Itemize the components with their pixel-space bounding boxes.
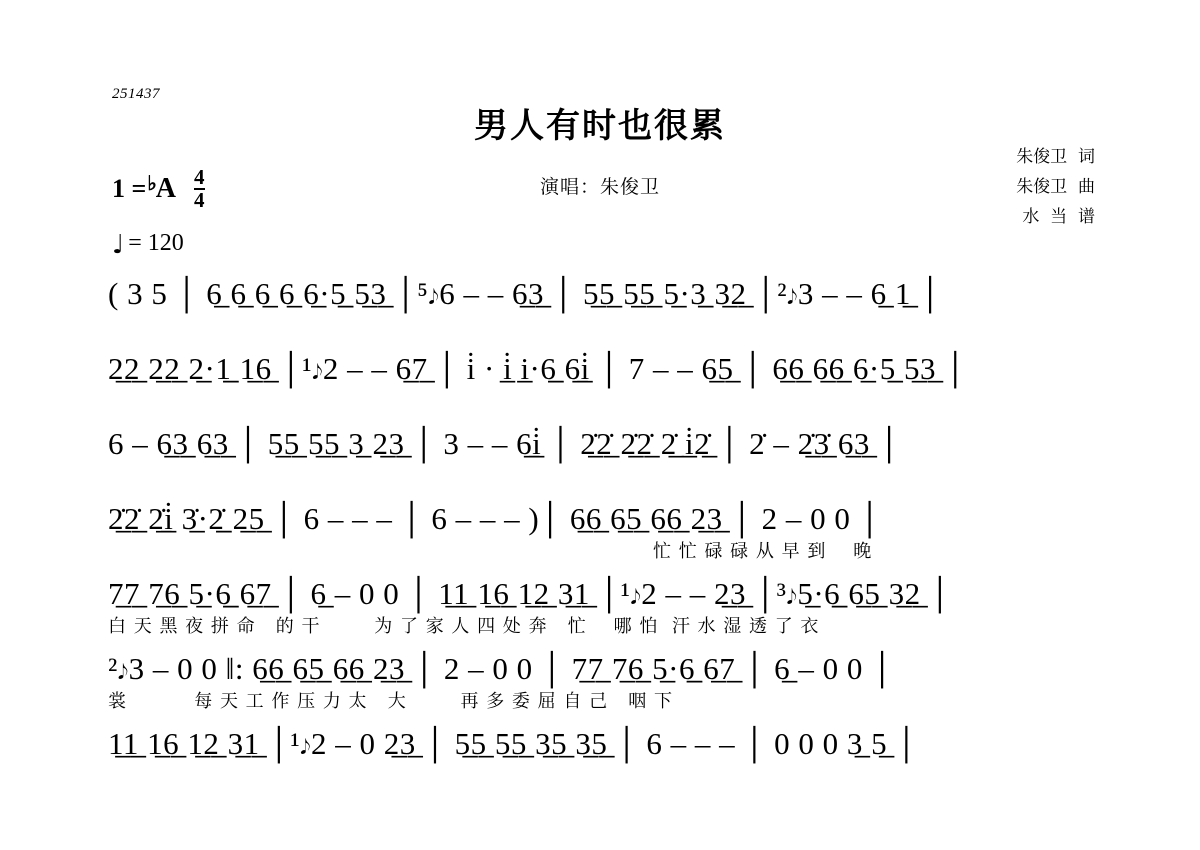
credits [1016,142,1095,232]
time-signature [194,165,205,212]
note-row: ( 3 5 │ 6̲ 6̲ 6̲ 6̲ 6̲·5̲̲ 5̲3̲ │⁵𝆕6 – – 6̲3̲ │ 5̲5̲ 5̲5̲ 5̲·3̲̲ 3̲2̲ │²𝆕3 – – 6̲ 1̲ │ [108,276,942,311]
music-line [108,572,1093,647]
lyric-row: 裳 每 天 工 作 压 力 太 大 再 多 委 屈 自 己 咽 下 [108,691,673,712]
score-body [108,272,1093,797]
music-line [108,347,1093,422]
catalog-number: 251437 [112,86,160,102]
performer-line: 演唱：朱俊卫 [539,176,660,198]
note-row: 2̲2̲ 2̲2̲ 2̲·1̲̲ 1̲6̲ │¹𝆕2 – – 6̲7̲ │ i̇ · i̲̇ i̲·6̲̲ 6̲i̲̇ │ 7 – – 6̲5̲ │ 6̲6̲ 6̲6̲ 6̲·5̲̲ 5̲3̲ │ [108,351,967,386]
music-line [108,722,1093,797]
note-row: 7̲7̲ 7̲6̲ 5̲·6̲̲ 6̲7̲ │ 6̲ – 0 0 │ 1̲1̲ 1̲6̲ 1̲2̲ 3̲1̲ │¹𝆕2 – – 2̲3̲ │³𝆕5̲·6̲̲ 6̲5̲ 3̲2̲ │ [108,576,952,611]
flat-accidental-icon: ♭ [147,172,157,195]
quarter-note-icon: ♩ [112,230,125,260]
time-signature-numerator: 4 [194,165,205,189]
note-row: 1̲1̲ 1̲6̲ 1̲2̲ 3̲1̲ │¹𝆕2 – 0 2̲3̲ │ 5̲5̲ 5̲5̲ 3̲5̲ 3̲5̲ │ 6 – – – │ 0 0 0 3̲ 5̲ │ [108,726,918,761]
music-line [108,497,1093,572]
key-label: 1 = [112,174,147,204]
key-name: A [155,173,176,205]
lyric-row: 忙 忙 碌 碌 从 早 到 晚 [653,541,873,562]
time-signature-denominator: 4 [194,187,205,212]
credit-arranger: 水 当 谱 [1022,207,1095,227]
credit-composer: 朱俊卫 曲 [1016,177,1095,197]
note-row: 2̲̇2̲̇ 2̲̇i̲̇ 3̲̇·2̲̲̇ 2̲5̲ │ 6 – – – │ 6 – – – )│ 6̲6̲ 6̲5̲ 6̲6̲ 2̲3̲ │ 2 – 0 0 │ [108,501,882,536]
tempo-value: = 120 [128,229,184,256]
key-signature [112,165,205,212]
page-title: 男人有时也很累 [474,106,726,146]
note-row: 6 – 6̲3̲ 6̲3̲ │ 5̲5̲ 5̲5̲ 3̲ 2̲3̲ │ 3 – – 6̲i̲̇ │ 2̲̇2̲̇ 2̲̇2̲̇ 2̲̇ i̲̇2̲̇ │ 2̇ – 2̲̇3̲̇ 6̲3̲ │ [108,426,901,461]
tempo-marking [112,228,184,258]
note-row: ²𝆕3 – 0 0 ‖: 6̲6̲ 6̲5̲ 6̲6̲ 2̲3̲ │ 2 – 0 0 │ 7̲7̲ 7̲6̲ 5̲·6̲̲ 6̲7̲ │ 6̲ – 0 0 │ [108,651,894,686]
credit-lyricist: 朱俊卫 词 [1016,147,1095,167]
lyric-row: 白 天 黑 夜 拼 命 的 干 为 了 家 人 四 处 奔 忙 哪 怕 汗 水 湿 透 了 衣 [108,616,820,637]
music-line [108,422,1093,497]
music-line [108,272,1093,347]
music-line [108,647,1093,722]
